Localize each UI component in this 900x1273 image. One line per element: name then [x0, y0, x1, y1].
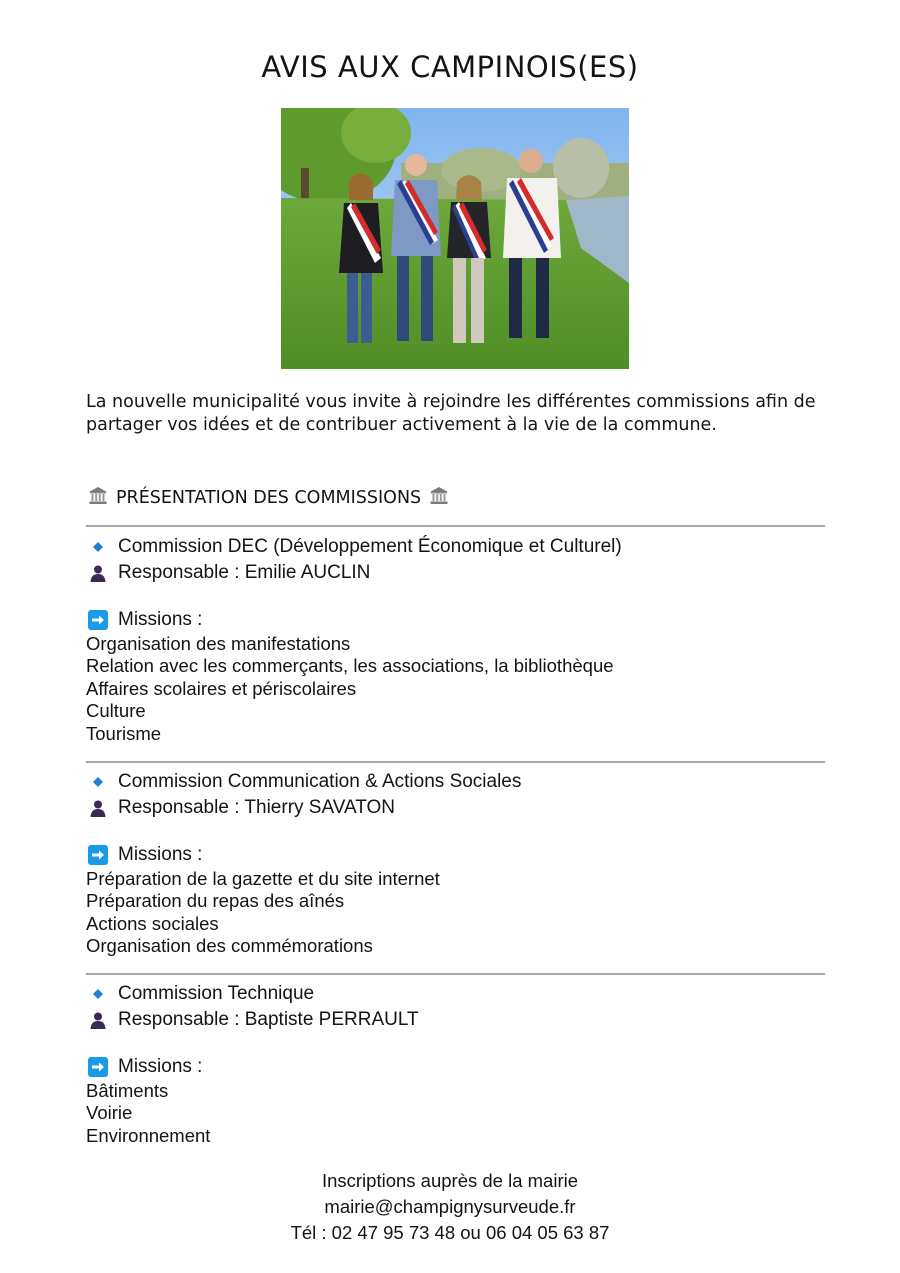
blue-diamond-icon: [88, 988, 108, 1000]
responsable-label: Responsable : Baptiste PERRAULT: [118, 1009, 419, 1030]
mission-item: Voirie: [86, 1102, 133, 1123]
commission-name: Commission DEC (Développement Économique et Culturel): [118, 536, 622, 557]
classical-building-icon: [88, 486, 108, 511]
intro-text: La nouvelle municipalité vous invite à rejoindre les différentes commissions afin de partager vos idées et de contribuer activement à la vie de la commune.: [86, 392, 816, 435]
footer-registration: Inscriptions auprès de la mairie: [321, 1170, 579, 1191]
missions-label: Missions :: [118, 844, 203, 865]
group-photo-illustration: [281, 108, 629, 369]
commission-name-row: [88, 535, 622, 559]
right-arrow-icon: [88, 1057, 108, 1077]
missions-label: Missions :: [118, 1056, 203, 1077]
footer-phone: Tél : 02 47 95 73 48 ou 06 04 05 63 87: [290, 1222, 610, 1243]
mission-item: Environnement: [86, 1125, 211, 1146]
commission-name: Commission Communication & Actions Sociales: [118, 771, 522, 792]
blue-diamond-icon: [88, 776, 108, 788]
responsable-label: Responsable : Thierry SAVATON: [118, 797, 396, 818]
divider: [86, 525, 825, 527]
classical-building-icon: [429, 486, 449, 511]
mission-item: Affaires scolaires et périscolaires: [86, 678, 357, 699]
divider: [86, 973, 825, 975]
mission-item: Relation avec les commerçants, les associations, la bibliothèque: [86, 655, 614, 676]
person-silhouette-icon: [88, 799, 108, 817]
mission-item: Bâtiments: [86, 1080, 169, 1101]
section-heading: [88, 486, 449, 510]
section-heading-label: PRÉSENTATION DES COMMISSIONS: [116, 488, 422, 508]
mission-item: Organisation des commémorations: [86, 935, 373, 956]
missions-row: [88, 608, 202, 632]
right-arrow-icon: [88, 845, 108, 865]
commission-name-row: [88, 982, 314, 1006]
footer-email[interactable]: mairie@champignysurveude.fr: [324, 1196, 576, 1217]
responsable-row: [88, 561, 370, 585]
right-arrow-icon: [88, 610, 108, 630]
responsable-row: [88, 1008, 419, 1032]
mission-item: Tourisme: [86, 723, 162, 744]
page-title: AVIS AUX CAMPINOIS(ES): [261, 50, 639, 84]
commission-name: Commission Technique: [118, 983, 315, 1004]
group-photo: [281, 108, 629, 369]
responsable-label: Responsable : Emilie AUCLIN: [118, 562, 371, 583]
blue-diamond-icon: [88, 541, 108, 553]
commission-name-row: [88, 770, 521, 794]
responsable-row: [88, 796, 395, 820]
missions-row: [88, 843, 202, 867]
mission-item: Organisation des manifestations: [86, 633, 351, 654]
person-silhouette-icon: [88, 564, 108, 582]
mission-item: Préparation du repas des aînés: [86, 890, 345, 911]
person-silhouette-icon: [88, 1011, 108, 1029]
divider: [86, 761, 825, 763]
mission-item: Préparation de la gazette et du site internet: [86, 868, 440, 889]
mission-item: Actions sociales: [86, 913, 219, 934]
missions-row: [88, 1055, 202, 1079]
mission-item: Culture: [86, 700, 146, 721]
missions-label: Missions :: [118, 609, 203, 630]
